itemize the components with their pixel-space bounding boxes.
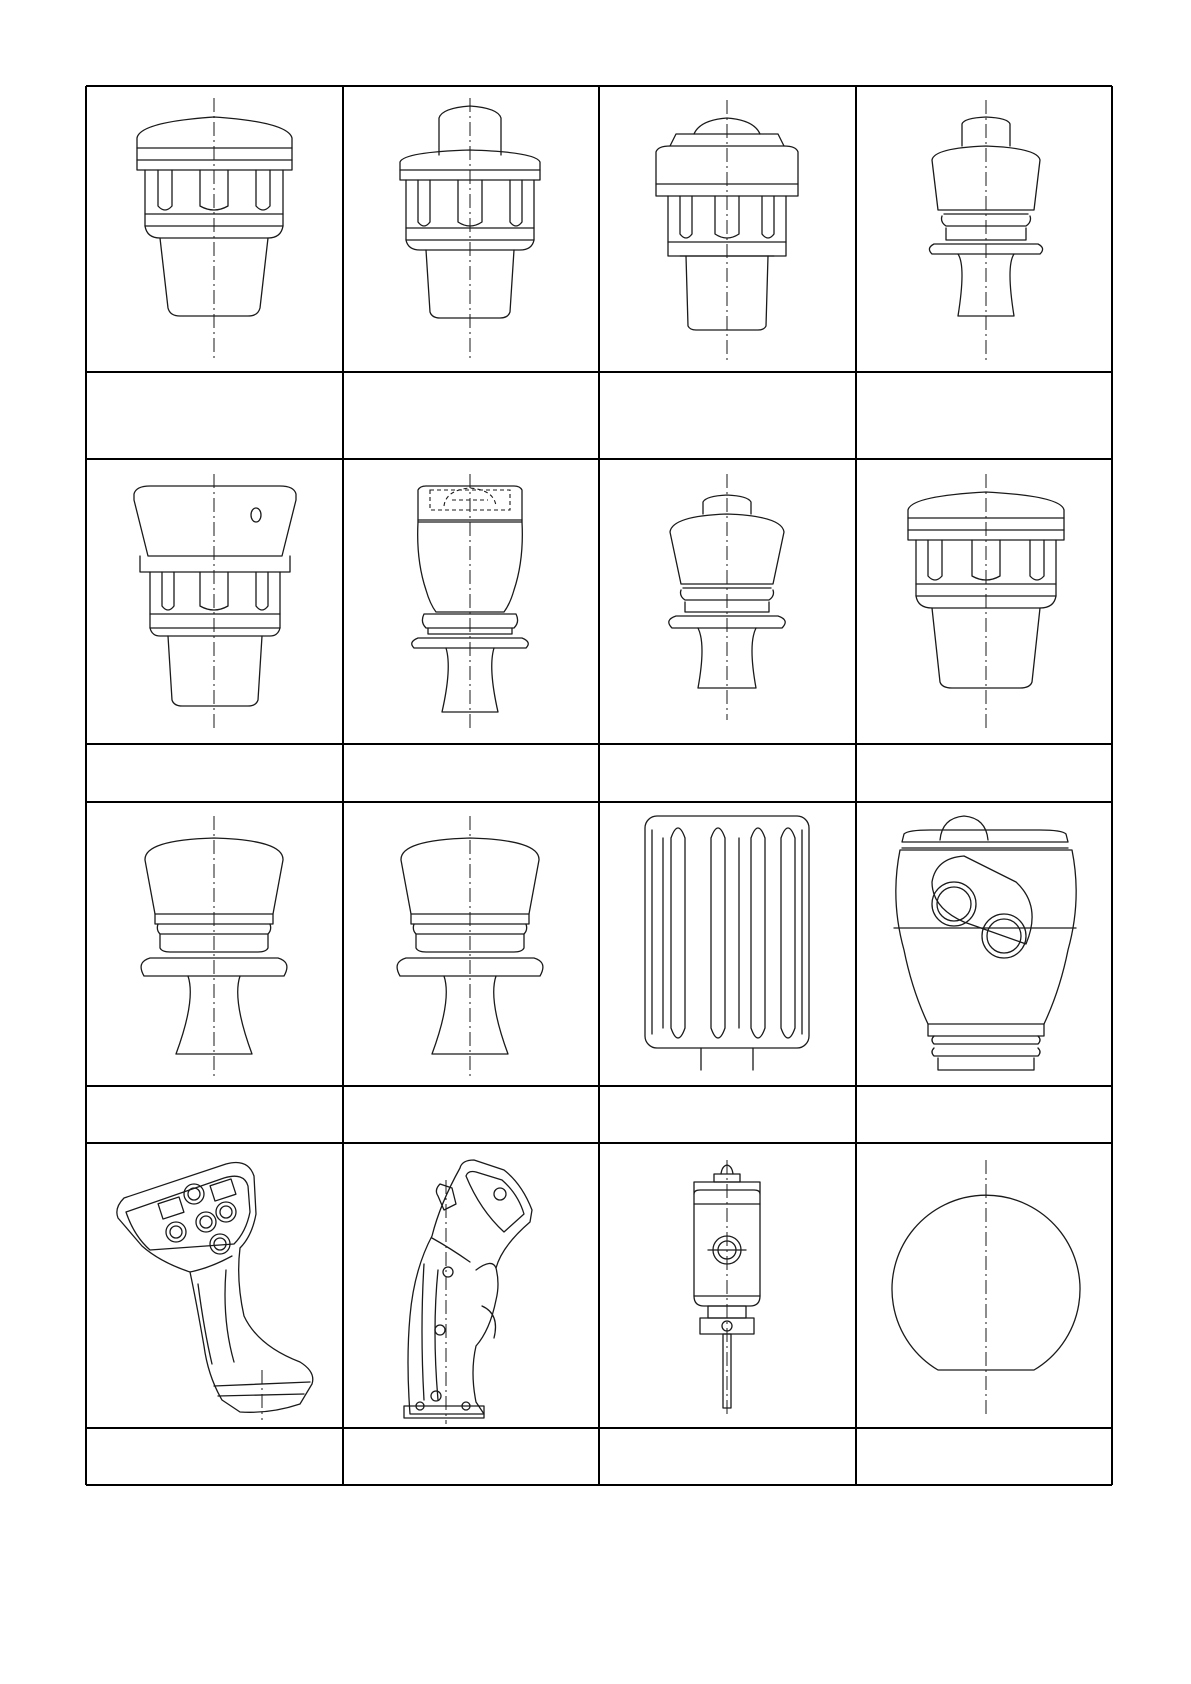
knob-drawing-raised-button-cap-icon: [400, 98, 540, 360]
knob-drawing-tapered-top-flanged-base-icon: [929, 100, 1042, 360]
knob-drawing-dome-cap-slotted-collar-icon: [908, 474, 1064, 732]
joystick-drawing-curved-ergonomic-handle-icon: [404, 1160, 532, 1424]
knob-drawing-wide-collar-button-icon: [656, 100, 798, 360]
knob-drawing-mushroom-head-flanged-base-icon: [141, 816, 287, 1076]
knob-drawing-fluted-cylinder-grip-icon: [645, 816, 809, 1070]
knob-drawing-cylinder-with-shaft-icon: [694, 1160, 760, 1416]
knob-drawing-button-top-flanged-base-icon: [669, 474, 785, 720]
knob-drawing-mushroom-head-flanged-base-icon: [397, 816, 543, 1076]
knob-drawing-tapered-head-side-hole-icon: [134, 474, 296, 732]
knob-drawing-tall-grip-flanged-base-icon: [412, 474, 529, 732]
table-grid: [86, 86, 1112, 1485]
knob-drawing-ball-icon: [892, 1160, 1080, 1416]
knob-drawing-dome-cap-slotted-collar-icon: [137, 98, 292, 360]
joystick-drawing-multi-button-handle-icon: [117, 1163, 313, 1421]
knob-drawing-twin-button-grip-icon: [894, 816, 1076, 1070]
